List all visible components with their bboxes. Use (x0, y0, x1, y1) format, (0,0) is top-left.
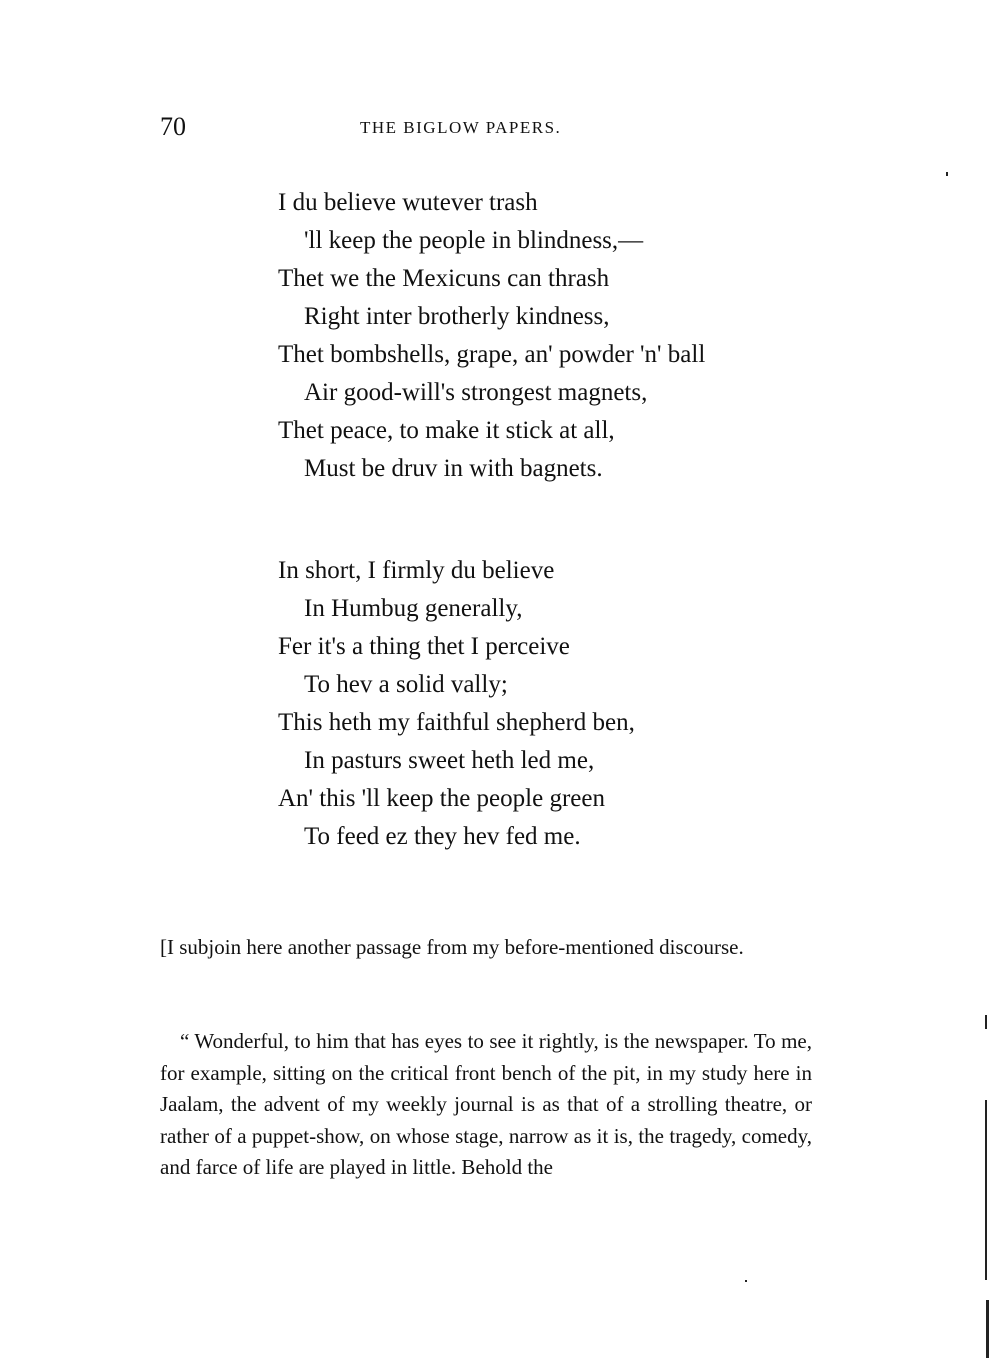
stanza-1 (278, 184, 705, 488)
verse-line: To feed ez they hev fed me. (304, 823, 581, 850)
page-number: 70 (160, 112, 186, 141)
stanza-2 (278, 552, 635, 856)
scan-edge-mark (985, 1015, 987, 1029)
verse-line: An' this 'll keep the people green (278, 785, 605, 812)
verse-line: Thet peace, to make it stick at all, (278, 417, 615, 444)
verse-line: In pasturs sweet heth led me, (304, 747, 595, 774)
verse-line: In Humbug generally, (304, 595, 523, 622)
verse-line: 'll keep the people in blindness,— (304, 227, 644, 254)
verse-line: Right inter brotherly kindness, (304, 303, 610, 330)
verse-line: In short, I firmly du believe (278, 557, 555, 584)
verse-line: To hev a solid vally; (304, 671, 508, 698)
scan-edge-mark (985, 1100, 987, 1280)
running-head: THE BIGLOW PAPERS. (360, 118, 562, 137)
editorial-note: [I subjoin here another passage from my before-mentioned discourse. (160, 935, 744, 959)
scan-edge-mark (745, 1280, 747, 1282)
verse-line: Fer it's a thing thet I perceive (278, 633, 570, 660)
verse-line: Must be druv in with bagnets. (304, 455, 603, 482)
scan-edge-mark (946, 172, 948, 176)
verse-line: Thet we the Mexicuns can thrash (278, 265, 610, 292)
verse-line: Thet bombshells, grape, an' powder 'n' ball (278, 341, 706, 368)
verse-line: I du believe wutever trash (278, 189, 538, 216)
scan-edge-mark (986, 1300, 989, 1358)
verse-line: This heth my faithful shepherd ben, (278, 709, 635, 736)
quoted-passage: “ Wonderful, to him that has eyes to see it rightly, is the newspaper. To me, for example, sitting on the critical front bench of the pit, in my study here in Jaalam, the advent of my weekly journal is as that of a strolling theatre, or rather of a puppet-show, on whose stage, narrow as it is, the tragedy, comedy, and farce of life are played in little. Behold the (160, 1029, 812, 1179)
verse-line: Air good-will's strongest magnets, (304, 379, 648, 406)
